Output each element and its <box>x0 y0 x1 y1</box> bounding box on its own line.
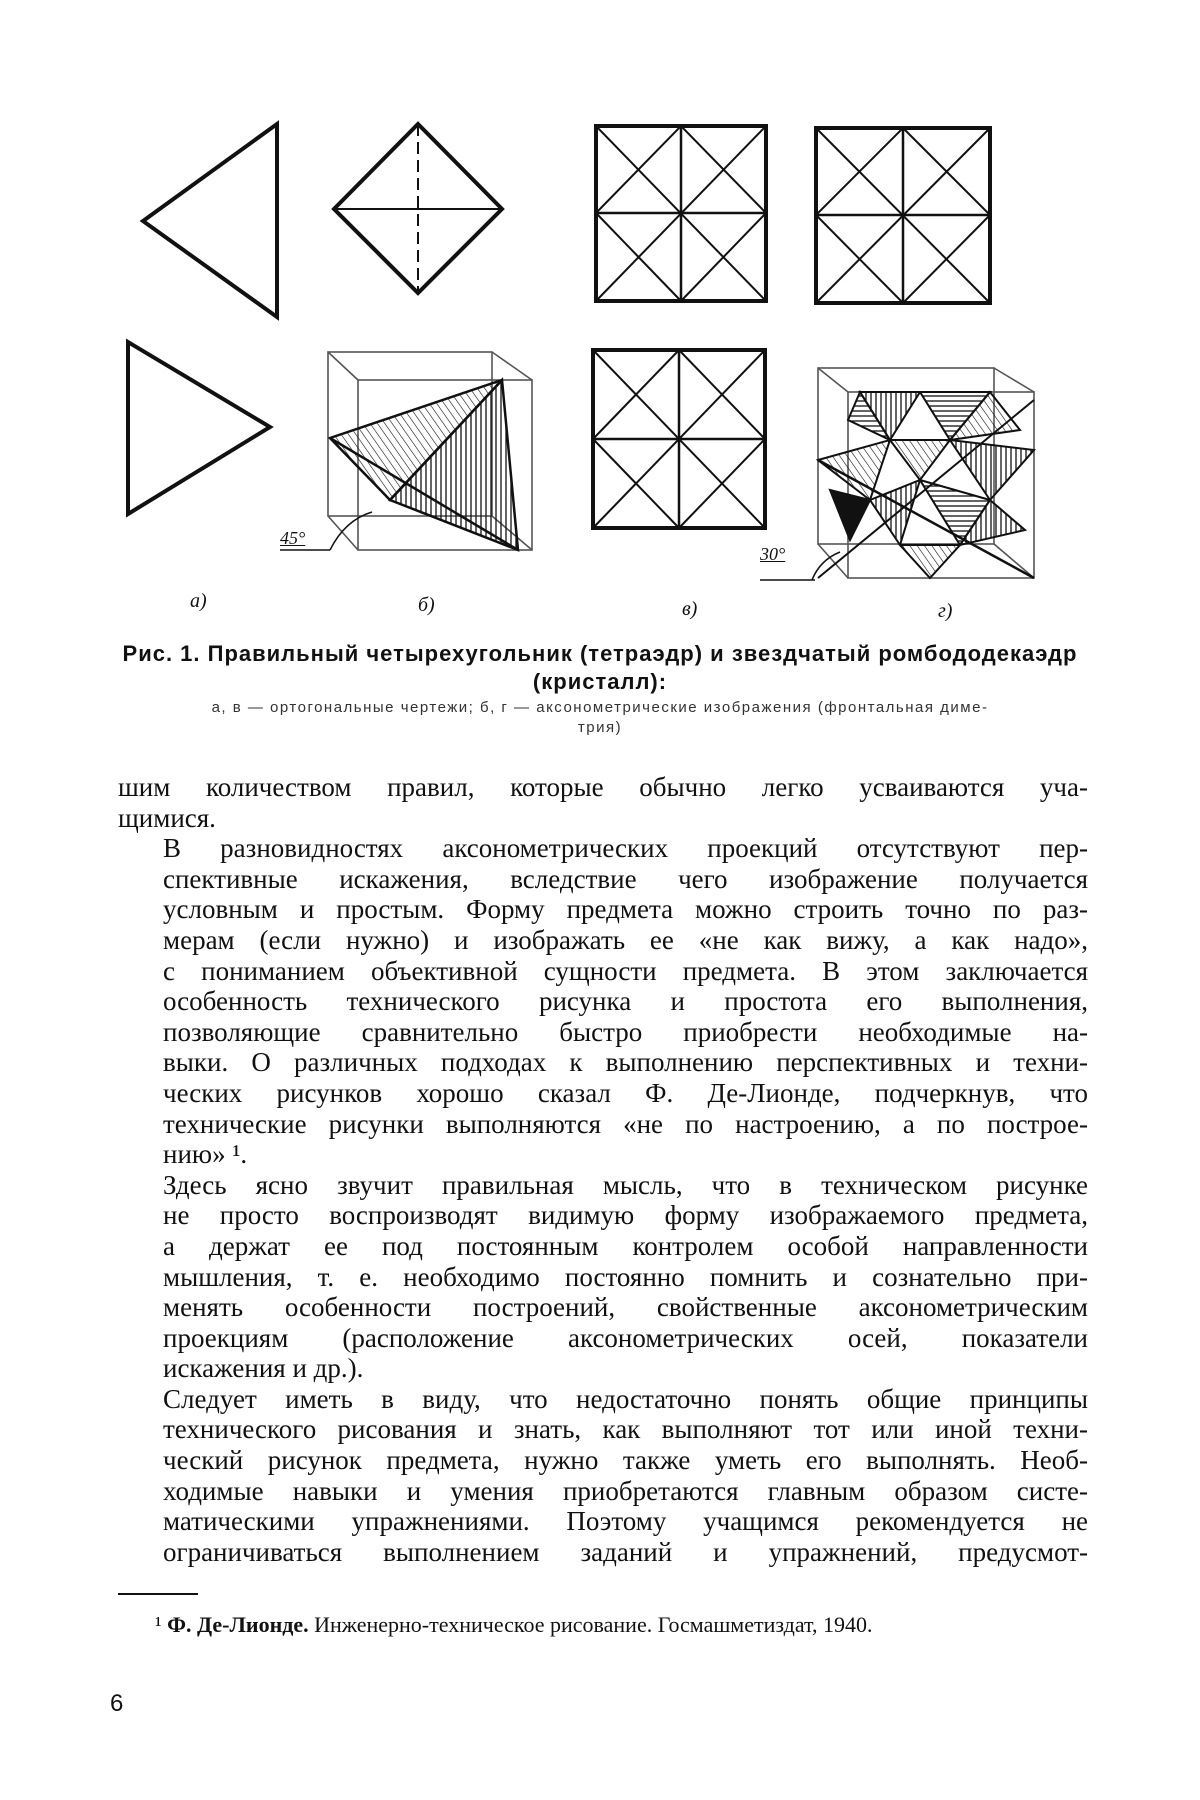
figure-1 <box>0 0 1200 640</box>
angle-arc-45 <box>330 512 372 550</box>
crystal-axonometric <box>760 368 1034 580</box>
angle-label-30: 30° <box>760 544 785 565</box>
page-number: 6 <box>110 1690 123 1718</box>
grid-square-right <box>816 128 990 303</box>
figure-label-v: в) <box>682 598 697 621</box>
drawing-a <box>128 124 277 514</box>
paragraph-1: шим количеством правил, которые обычно легко усваиваются уча- щимися. <box>118 772 1088 833</box>
paragraph-2: В разновидностях аксонометрических проекций отсутствуют пер- спективные искажения, вследствие чего изображение получается условным и простым. Форму предмета можно строить точно по раз- мерам (если нужно) и изображать ее «не как вижу, а как надо», с пониманием объективной сущности предмета. В этом заключается особенность технического рисунка и простота его выполнения, позволяющие сравнительно быстро приобрести необходимые на- выки. О различных подходах к выполнению перспективных и техни- ческих рисунков хорошо сказал Ф. Де-Лионде, подчеркнув, что технические рисунки выполняются «не по настроению, а по построе- нию» ¹. <box>118 833 1088 1170</box>
figure-drawings <box>0 0 1200 640</box>
footnote-author: Ф. Де-Лионде. <box>167 1612 309 1637</box>
footnote-text: Инженерно-техническое рисование. Госмашметиздат, 1940. <box>314 1612 872 1637</box>
figure-caption-title: Рис. 1. Правильный четырехугольник (тетраэдр) и звездчатый ромбододекаэдр (кристалл): <box>110 640 1090 696</box>
angle-arc-30 <box>812 552 840 580</box>
footnote-divider <box>118 1593 198 1595</box>
paragraph-3: Здесь ясно звучит правильная мысль, что в техническом рисунке не просто воспроизводят видимую форму изображаемого предмета, а держат ее под постоянным контролем особой направленности мышления, т. е. необходимо постоянно помнить и сознательно при- менять особенности построений, свойственные аксонометрическим проекциям (расположение аксонометрических осей, показатели искажения и др.). <box>118 1170 1088 1384</box>
footnote <box>155 1612 1095 1638</box>
footnote-marker: ¹ <box>155 1612 162 1637</box>
angle-label-45: 45° <box>280 528 305 549</box>
drawing-v <box>593 126 766 528</box>
grid-square-lower <box>593 350 765 528</box>
figure-label-g: г) <box>938 600 952 623</box>
triangle-front-view <box>128 342 270 514</box>
triangle-top-view <box>143 124 277 317</box>
figure-label-b: б) <box>418 594 435 617</box>
paragraph-4: Следует иметь в виду, что недостаточно понять общие принципы технического рисования и знать, как выполняют тот или иной техни- ческий рисунок предмета, нужно также уметь его выполнять. Необ- ходимые навыки и умения приобретаются главным образом систе- матическими упражнениями. Поэтому учащимся рекомендуется не ограничиваться выполнением заданий и упражнений, предусмот- <box>118 1384 1088 1568</box>
figure-caption-note: а, в — ортогональные чертежи; б, г — аксонометрические изображения (фронтальная диме- трия) <box>110 698 1090 738</box>
body-text <box>118 772 1088 1567</box>
grid-square-upper <box>596 126 766 301</box>
figure-label-a: а) <box>190 590 207 613</box>
drawing-b <box>280 124 532 550</box>
drawing-g <box>760 128 1034 580</box>
